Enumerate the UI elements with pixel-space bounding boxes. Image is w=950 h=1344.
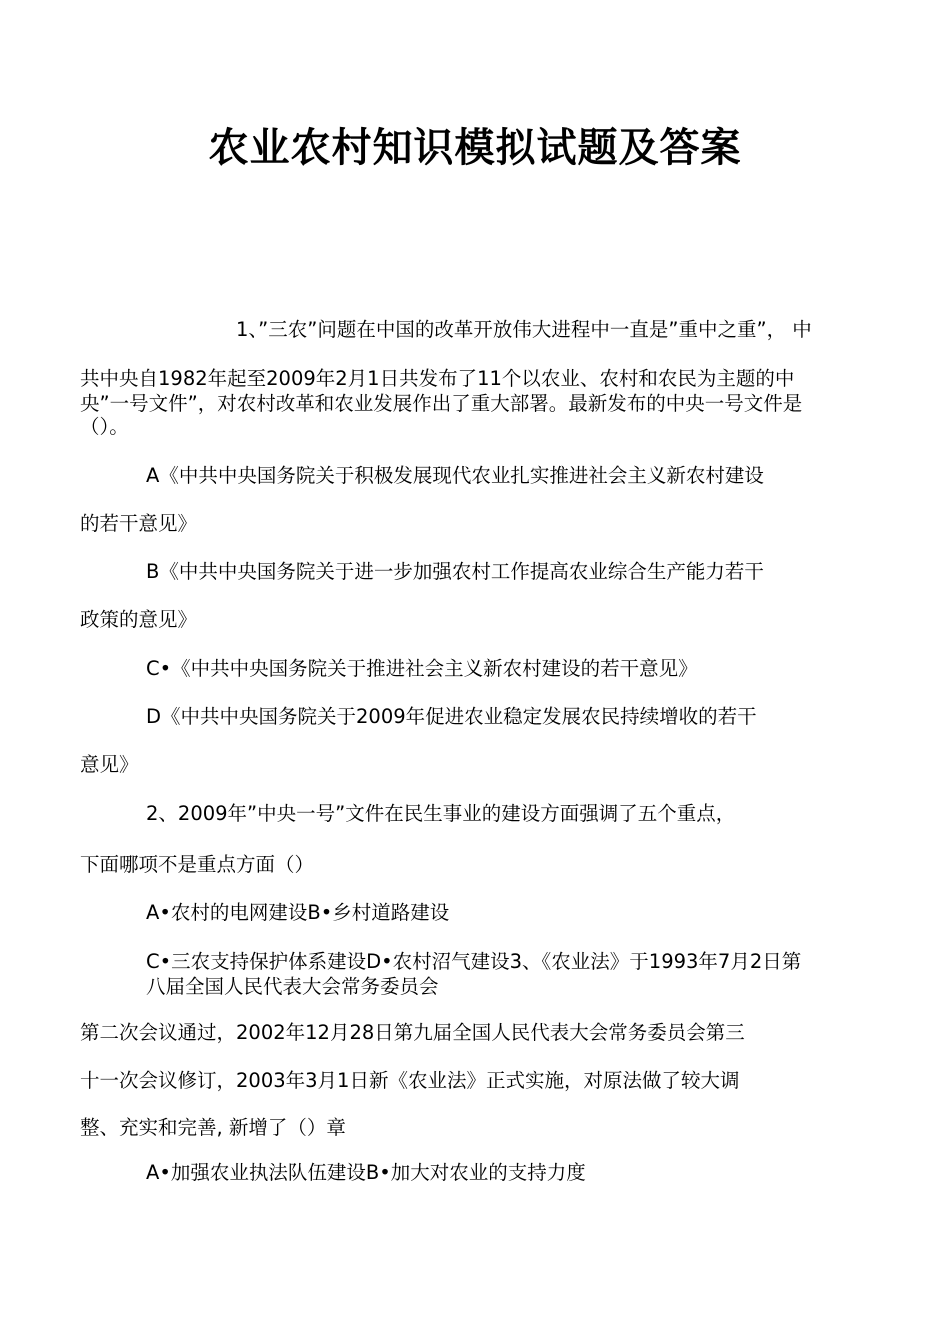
q1-option-a-line-2: 的若干意见》	[80, 512, 198, 535]
q2-options-cd-q3-line-1: C•三农支持保护体系建设D•农村沼气建设3、《农业法》于1993年7月2日第	[146, 950, 802, 973]
q1-option-b-line-1: B《中共中央国务院关于进一步加强农村工作提高农业综合生产能力若干	[146, 560, 764, 583]
q1-option-c: C•《中共中央国务院关于推进社会主义新农村建设的若干意见》	[146, 657, 698, 680]
q3-line-4: 十一次会议修订，2003年3月1日新《农业法》正式实施，对原法做了较大调	[80, 1069, 740, 1092]
q1-option-b-line-2: 政策的意见》	[80, 608, 198, 631]
q2-line-1: 2、2009年”中央一号”文件在民生事业的建设方面强调了五个重点，	[146, 802, 736, 825]
page-title: 农业农村知识模拟试题及答案	[208, 125, 742, 171]
q3-line-2: 八届全国人民代表大会常务委员会	[146, 975, 439, 998]
q3-options-ab: A•加强农业执法队伍建设B•加大对农业的支持力度	[146, 1161, 586, 1184]
q1-option-d-line-2: 意见》	[80, 753, 139, 776]
q3-line-3: 第二次会议通过，2002年12月28日第九届全国人民代表大会常务委员会第三	[80, 1021, 745, 1044]
q1-option-d-line-1: D《中共中央国务院关于2009年促进农业稳定发展农民持续增收的若干	[146, 705, 757, 728]
q2-options-ab: A•农村的电网建设B•乡村道路建设	[146, 901, 450, 924]
q3-line-5: 整、充实和完善, 新增了（）章	[80, 1116, 346, 1139]
q1-option-a-line-1: A《中共中央国务院关于积极发展现代农业扎实推进社会主义新农村建设	[146, 464, 764, 487]
q1-line-4: （）。	[80, 415, 129, 438]
q2-line-2: 下面哪项不是重点方面（）	[80, 853, 315, 876]
q1-line-2: 共中央自1982年起至2009年2月1日共发布了11个以农业、农村和农民为主题的中	[80, 367, 795, 390]
q1-line-1: 1、”三农”问题在中国的改革开放伟大进程中一直是”重中之重”， 中	[236, 318, 812, 341]
q1-line-3: 央”一号文件”，对农村改革和农业发展作出了重大部署。最新发布的中央一号文件是	[80, 392, 803, 415]
